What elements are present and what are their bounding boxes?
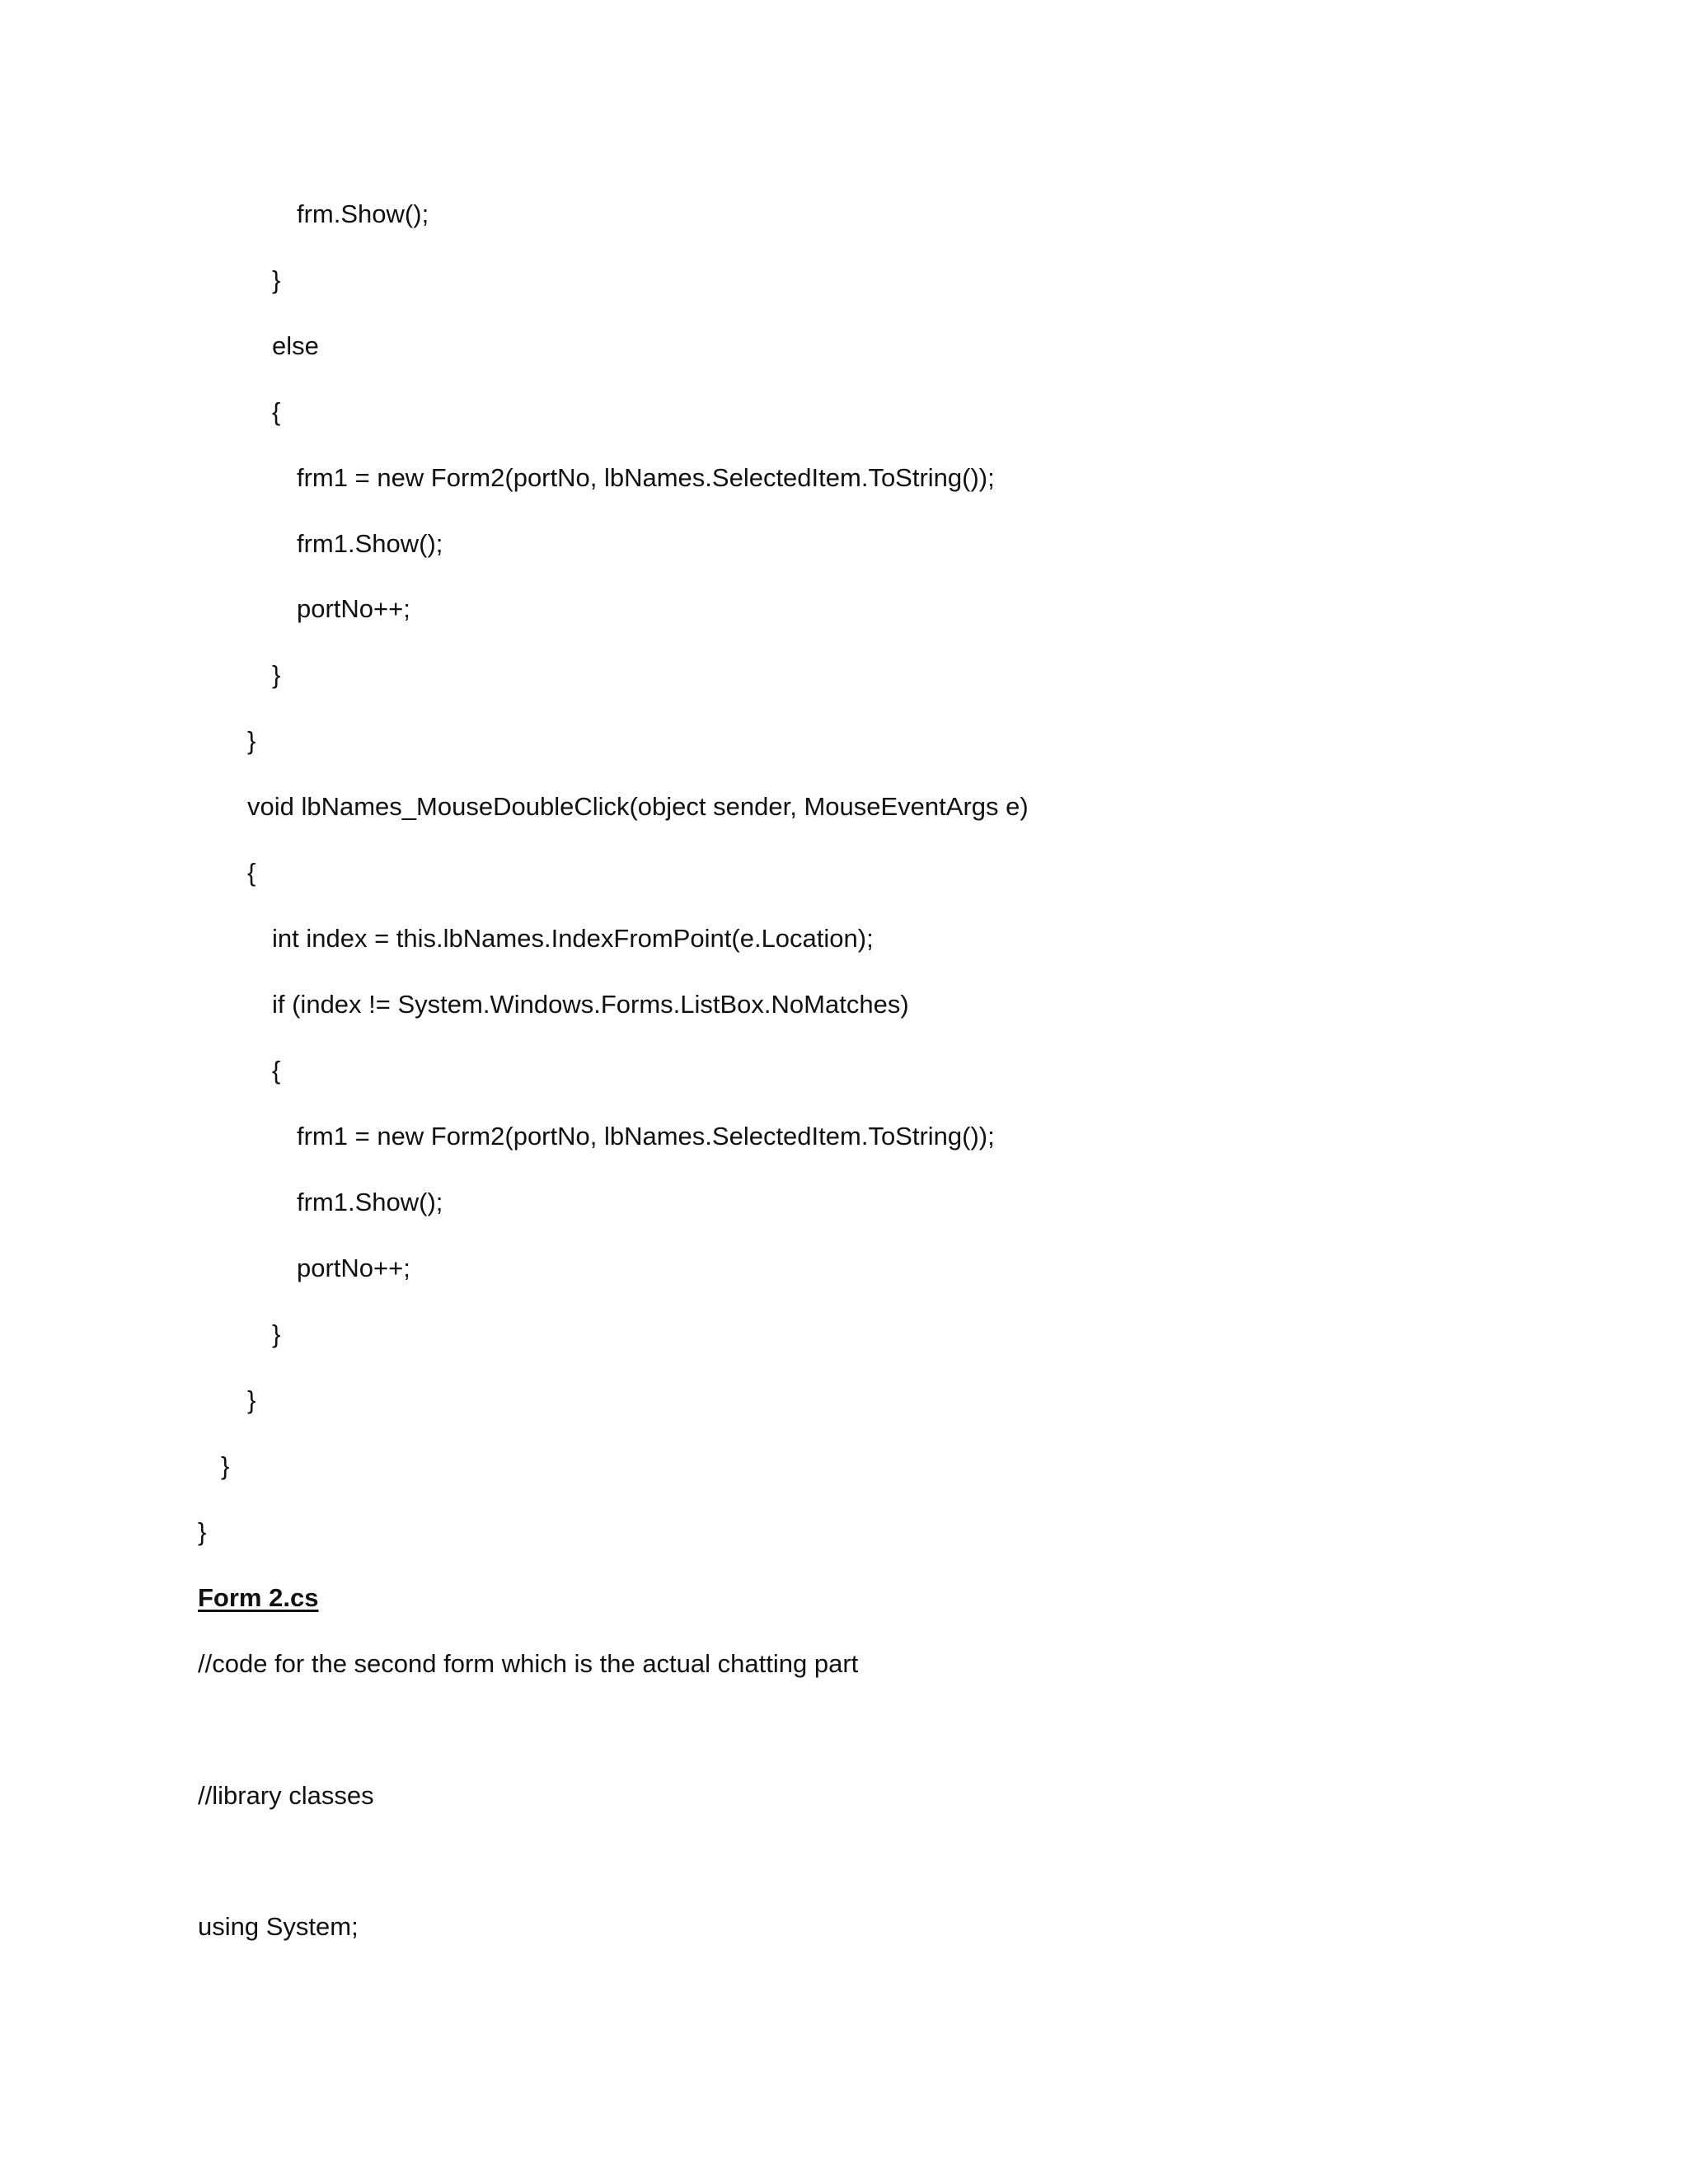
code-line: { [247, 858, 256, 887]
section-heading: Form 2.cs [198, 1583, 319, 1612]
code-line: using System; [198, 1912, 359, 1941]
code-line: frm1.Show(); [297, 1188, 443, 1216]
code-line: portNo++; [297, 1254, 410, 1282]
code-line: } [272, 1319, 281, 1348]
code-comment: //code for the second form which is the actual chatting part [198, 1649, 859, 1678]
code-line: frm.Show(); [297, 199, 429, 228]
code-line: frm1 = new Form2(portNo, lbNames.SelectedItem.ToString()); [297, 1122, 995, 1151]
code-line: } [247, 726, 256, 755]
code-line: frm1.Show(); [297, 529, 443, 558]
code-comment: //library classes [198, 1781, 374, 1810]
code-line: } [247, 1385, 256, 1414]
code-line: frm1 = new Form2(portNo, lbNames.SelectedItem.ToString()); [297, 463, 995, 492]
code-line: { [272, 1056, 281, 1085]
code-line: { [272, 397, 281, 426]
code-line: } [221, 1451, 230, 1480]
code-line: } [198, 1517, 207, 1546]
code-line: } [272, 265, 281, 294]
code-line: else [272, 331, 319, 360]
code-line: void lbNames_MouseDoubleClick(object sender, MouseEventArgs e) [247, 792, 1029, 821]
code-line: portNo++; [297, 594, 410, 623]
code-line: int index = this.lbNames.IndexFromPoint(e.Location); [272, 924, 874, 953]
code-line: if (index != System.Windows.Forms.ListBox.NoMatches) [272, 990, 909, 1019]
code-line: } [272, 660, 281, 689]
